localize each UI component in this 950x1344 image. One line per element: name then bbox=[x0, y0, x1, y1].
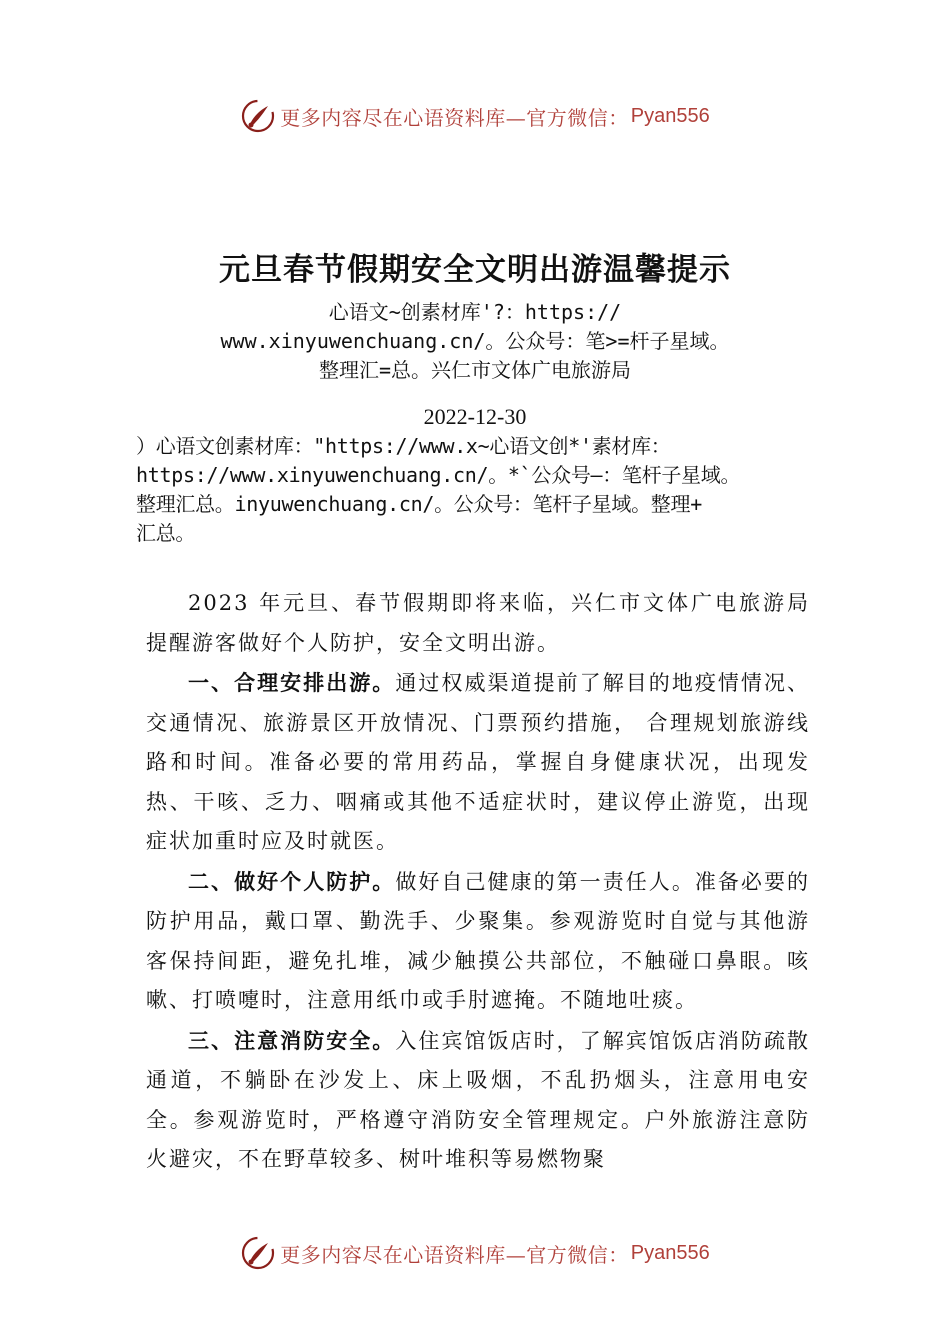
document-title: 元旦春节假期安全文明出游温馨提示 bbox=[219, 252, 731, 288]
source-note bbox=[136, 432, 826, 548]
note-line: https://www.xinyuwenchuang.cn/。*`公众号—：笔杆子星域。 bbox=[136, 463, 741, 487]
section-paragraph bbox=[146, 1021, 810, 1180]
banner-wechat-id: Pyan556 bbox=[630, 1241, 710, 1264]
note-line: 整理汇总。inyuwenchuang.cn/。公众号：笔杆子星域。整理+ bbox=[136, 492, 702, 516]
section-paragraph bbox=[146, 862, 810, 1021]
paragraph-text: 做好自己健康的第一责任人。准备必要的防护用品，戴口罩、勤洗手、少聚集。参观游览时自觉与其他游客保持间距，避免扎堆，减少触摸公共部位，不触碰口鼻眼。咳嗽、打喷嚏时，注意用纸巾或手肘遮掩。不随地吐痰。 bbox=[146, 869, 811, 1012]
document-meta bbox=[0, 298, 950, 385]
note-line: 汇总。 bbox=[136, 521, 196, 545]
footer-banner bbox=[0, 1231, 950, 1275]
brush-logo-icon bbox=[240, 1235, 276, 1271]
note-line: ）心语文创素材库："https://www.x~心语文创*'素材库： bbox=[136, 434, 671, 458]
section-heading: 二、做好个人防护。 bbox=[188, 868, 396, 894]
meta-line: www.xinyuwenchuang.cn/。公众号：笔>=杆子星域。 bbox=[220, 329, 730, 353]
section-paragraph bbox=[146, 663, 810, 862]
paragraph-text: 入住宾馆饭店时，了解宾馆饭店消防疏散通道，不躺卧在沙发上、床上吸烟，不乱扔烟头，注意用电安全。参观游览时，严格遵守消防安全管理规定。户外旅游注意防火避灾，不在野草较多、树叶堆积等易燃物聚 bbox=[146, 1028, 811, 1171]
header-banner bbox=[0, 94, 950, 138]
document-date: 2022-12-30 bbox=[423, 404, 527, 429]
banner-text: 更多内容尽在心语资料库—官方微信： bbox=[280, 1242, 629, 1267]
meta-line: 整理汇=总。兴仁市文体广电旅游局 bbox=[318, 358, 632, 382]
banner-wechat-id: Pyan556 bbox=[630, 104, 710, 127]
section-heading: 三、注意消防安全。 bbox=[188, 1027, 396, 1053]
brush-logo-icon bbox=[240, 98, 276, 134]
document-body bbox=[146, 584, 810, 1180]
paragraph-text: 通过权威渠道提前了解目的地疫情情况、交通情况、旅游景区开放情况、门票预约措施， 合理规划旅游线路和时间。准备必要的常用药品，掌握自身健康状况，出现发热、干咳、乏力、咽痛或其他不适症状时，建议停止游览，出现症状加重时应及时就医。 bbox=[146, 671, 811, 853]
paragraph-text: 2023 年元旦、春节假期即将来临，兴仁市文体广电旅游局提醒游客做好个人防护，安全文明出游。 bbox=[146, 591, 810, 655]
meta-line: 心语文~创素材库'?：https:// bbox=[328, 300, 622, 324]
section-heading: 一、合理安排出游。 bbox=[188, 670, 396, 695]
banner-text: 更多内容尽在心语资料库—官方微信： bbox=[280, 105, 629, 130]
intro-paragraph bbox=[146, 584, 810, 663]
